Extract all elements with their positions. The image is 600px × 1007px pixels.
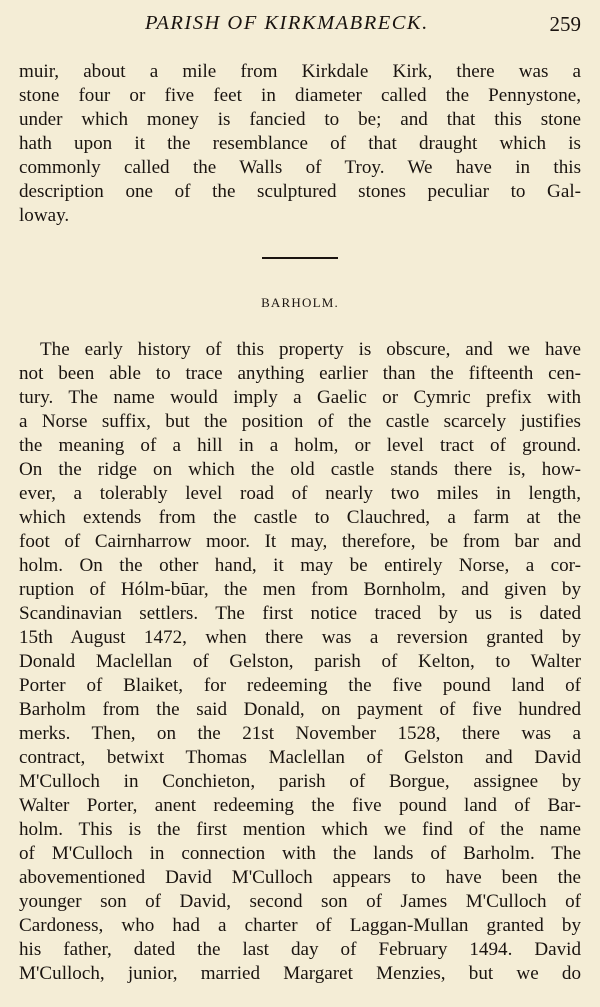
text-line: Scandinavian settlers. The first notice traced by us is dated (19, 603, 581, 624)
text-line: merks. Then, on the 21st November 1528, there was a (19, 723, 581, 744)
section-heading-barholm: BARHOLM. (261, 295, 339, 310)
text-line: foot of Cairnharrow moor. It may, therefore, be from bar and (19, 531, 581, 552)
text-line: under which money is fancied to be; and that this stone (19, 109, 581, 130)
running-title: PARISH OF KIRKMABRECK. (145, 12, 429, 34)
text-line: M'Culloch in Conchieton, parish of Borgue, assignee by (19, 771, 581, 792)
text-line: which extends from the castle to Clauchred, a farm at the (19, 507, 581, 528)
text-line: contract, betwixt Thomas Maclellan of Gelston and David (19, 747, 581, 768)
section-divider (262, 257, 338, 259)
text-line: his father, dated the last day of February 1494. David (19, 939, 581, 960)
book-page (19, 0, 581, 986)
text-line: tury. The name would imply a Gaelic or Cymric prefix with (19, 387, 581, 408)
text-line: ruption of Hólm-būar, the men from Bornholm, and given by (19, 579, 581, 600)
text-line: not been able to trace anything earlier than the fifteenth cen- (19, 363, 581, 384)
text-line: commonly called the Walls of Troy. We have in this (19, 157, 581, 178)
text-line: Cardoness, who had a charter of Laggan-Mullan granted by (19, 915, 581, 936)
text-line: muir, about a mile from Kirkdale Kirk, there was a (19, 61, 581, 82)
text-line: a Norse suffix, but the position of the castle scarcely justifies (19, 411, 581, 432)
paragraph-barholm (19, 338, 581, 986)
text-line: of M'Culloch in connection with the lands of Barholm. The (19, 843, 581, 864)
page-number: 259 (549, 12, 581, 36)
text-line: holm. On the other hand, it may be entirely Norse, a cor- (19, 555, 581, 576)
text-line: loway. (19, 205, 70, 226)
text-line: Walter Porter, anent redeeming the five pound land of Bar- (19, 795, 581, 816)
text-line: M'Culloch, junior, married Margaret Menzies, but we do (19, 963, 581, 984)
text-line: Barholm from the said Donald, on payment of five hundred (19, 699, 581, 720)
text-line: hath upon it the resemblance of that draught which is (19, 133, 581, 154)
text-line: the meaning of a hill in a holm, or level tract of ground. (19, 435, 581, 456)
page-header (19, 0, 581, 44)
text-line: description one of the sculptured stones peculiar to Gal- (19, 181, 581, 202)
text-line: Porter of Blaiket, for redeeming the five pound land of (19, 675, 581, 696)
text-line: On the ridge on which the old castle stands there is, how- (19, 459, 581, 480)
paragraph-pennystone (19, 60, 581, 228)
text-line: stone four or five feet in diameter called the Pennystone, (19, 85, 581, 106)
text-line: The early history of this property is obscure, and we have (40, 339, 581, 360)
text-line: abovementioned David M'Culloch appears to have been the (19, 867, 581, 888)
text-line: 15th August 1472, when there was a reversion granted by (19, 627, 581, 648)
text-line: ever, a tolerably level road of nearly two miles in length, (19, 483, 581, 504)
text-line: Donald Maclellan of Gelston, parish of Kelton, to Walter (19, 651, 581, 672)
text-line: holm. This is the first mention which we find of the name (19, 819, 581, 840)
text-line: younger son of David, second son of James M'Culloch of (19, 891, 581, 912)
